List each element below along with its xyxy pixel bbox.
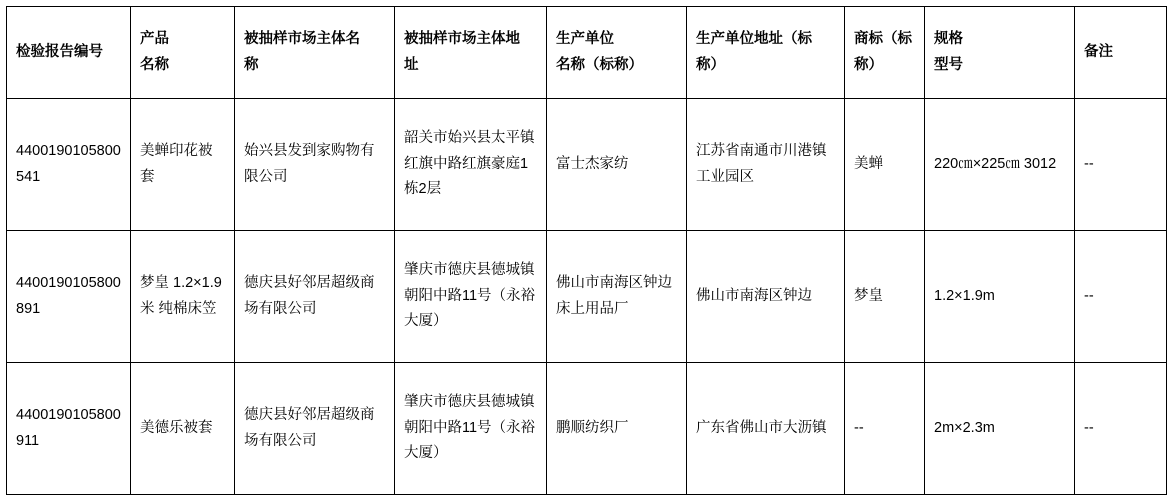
cell-spec-model: 1.2×1.9m (925, 231, 1075, 363)
table-row (7, 231, 1167, 363)
cell-producer-address: 佛山市南海区钟边 (687, 231, 845, 363)
cell-sampled-entity-address: 肇庆市德庆县德城镇朝阳中路11号（永裕大厦） (395, 363, 547, 495)
inspection-report-table (6, 6, 1167, 495)
column-header-producer-name (547, 7, 687, 99)
cell-producer-address: 广东省佛山市大沥镇 (687, 363, 845, 495)
cell-remark: -- (1075, 231, 1167, 363)
cell-spec-model: 2m×2.3m (925, 363, 1075, 495)
table-header-row (7, 7, 1167, 99)
column-header-producer-name-line1: 生产单位 (556, 31, 614, 48)
column-header-product-name-line1: 产品 (140, 31, 169, 48)
cell-product-name: 美蝉印花被套 (131, 99, 235, 231)
column-header-producer-address-line1: 生产单位地址（标 (696, 31, 812, 48)
cell-product-name: 梦皇 1.2×1.9米 纯棉床笠 (131, 231, 235, 363)
cell-spec-model: 220㎝×225㎝ 3012 (925, 99, 1075, 231)
column-header-sampled-entity-name (235, 7, 395, 99)
cell-sampled-entity-name: 德庆县好邻居超级商场有限公司 (235, 231, 395, 363)
cell-report-no: 4400190105800541 (7, 99, 131, 231)
cell-trademark: 梦皇 (845, 231, 925, 363)
column-header-sampled-entity-name-line1: 被抽样市场主体名 (244, 31, 360, 48)
cell-trademark: 美蝉 (845, 99, 925, 231)
cell-producer-name: 富士杰家纺 (547, 99, 687, 231)
cell-remark: -- (1075, 99, 1167, 231)
column-header-sampled-entity-address (395, 7, 547, 99)
column-header-product-name-line2: 名称 (140, 56, 169, 73)
cell-trademark: -- (845, 363, 925, 495)
cell-producer-address: 江苏省南通市川港镇工业园区 (687, 99, 845, 231)
cell-sampled-entity-name: 德庆县好邻居超级商场有限公司 (235, 363, 395, 495)
column-header-sampled-entity-address-line1: 被抽样市场主体地 (404, 31, 520, 48)
column-header-producer-address (687, 7, 845, 99)
column-header-trademark-line1: 商标（标 (854, 31, 912, 48)
cell-remark: -- (1075, 363, 1167, 495)
cell-producer-name: 鹏顺纺织厂 (547, 363, 687, 495)
column-header-spec-model-line1: 规格 (934, 31, 963, 48)
cell-product-name: 美德乐被套 (131, 363, 235, 495)
table-row (7, 363, 1167, 495)
table-header (7, 7, 1167, 99)
column-header-spec-model-line2: 型号 (934, 56, 963, 73)
column-header-producer-name-line2: 名称（标称） (556, 56, 643, 73)
column-header-remark (1075, 7, 1167, 99)
cell-sampled-entity-address: 韶关市始兴县太平镇红旗中路红旗豪庭1栋2层 (395, 99, 547, 231)
column-header-report-no-text: 检验报告编号 (16, 43, 103, 60)
cell-producer-name: 佛山市南海区钟边床上用品厂 (547, 231, 687, 363)
column-header-spec-model (925, 7, 1075, 99)
column-header-trademark-line2: 称） (854, 56, 883, 73)
cell-sampled-entity-name: 始兴县发到家购物有限公司 (235, 99, 395, 231)
column-header-product-name (131, 7, 235, 99)
column-header-sampled-entity-address-line2: 址 (404, 56, 419, 73)
cell-report-no: 4400190105800891 (7, 231, 131, 363)
column-header-remark-text: 备注 (1084, 43, 1113, 60)
column-header-trademark (845, 7, 925, 99)
table-body (7, 99, 1167, 495)
column-header-producer-address-line2: 称） (696, 56, 725, 73)
column-header-report-no (7, 7, 131, 99)
column-header-sampled-entity-name-line2: 称 (244, 56, 259, 73)
cell-report-no: 4400190105800911 (7, 363, 131, 495)
table-row (7, 99, 1167, 231)
cell-sampled-entity-address: 肇庆市德庆县德城镇朝阳中路11号（永裕大厦） (395, 231, 547, 363)
